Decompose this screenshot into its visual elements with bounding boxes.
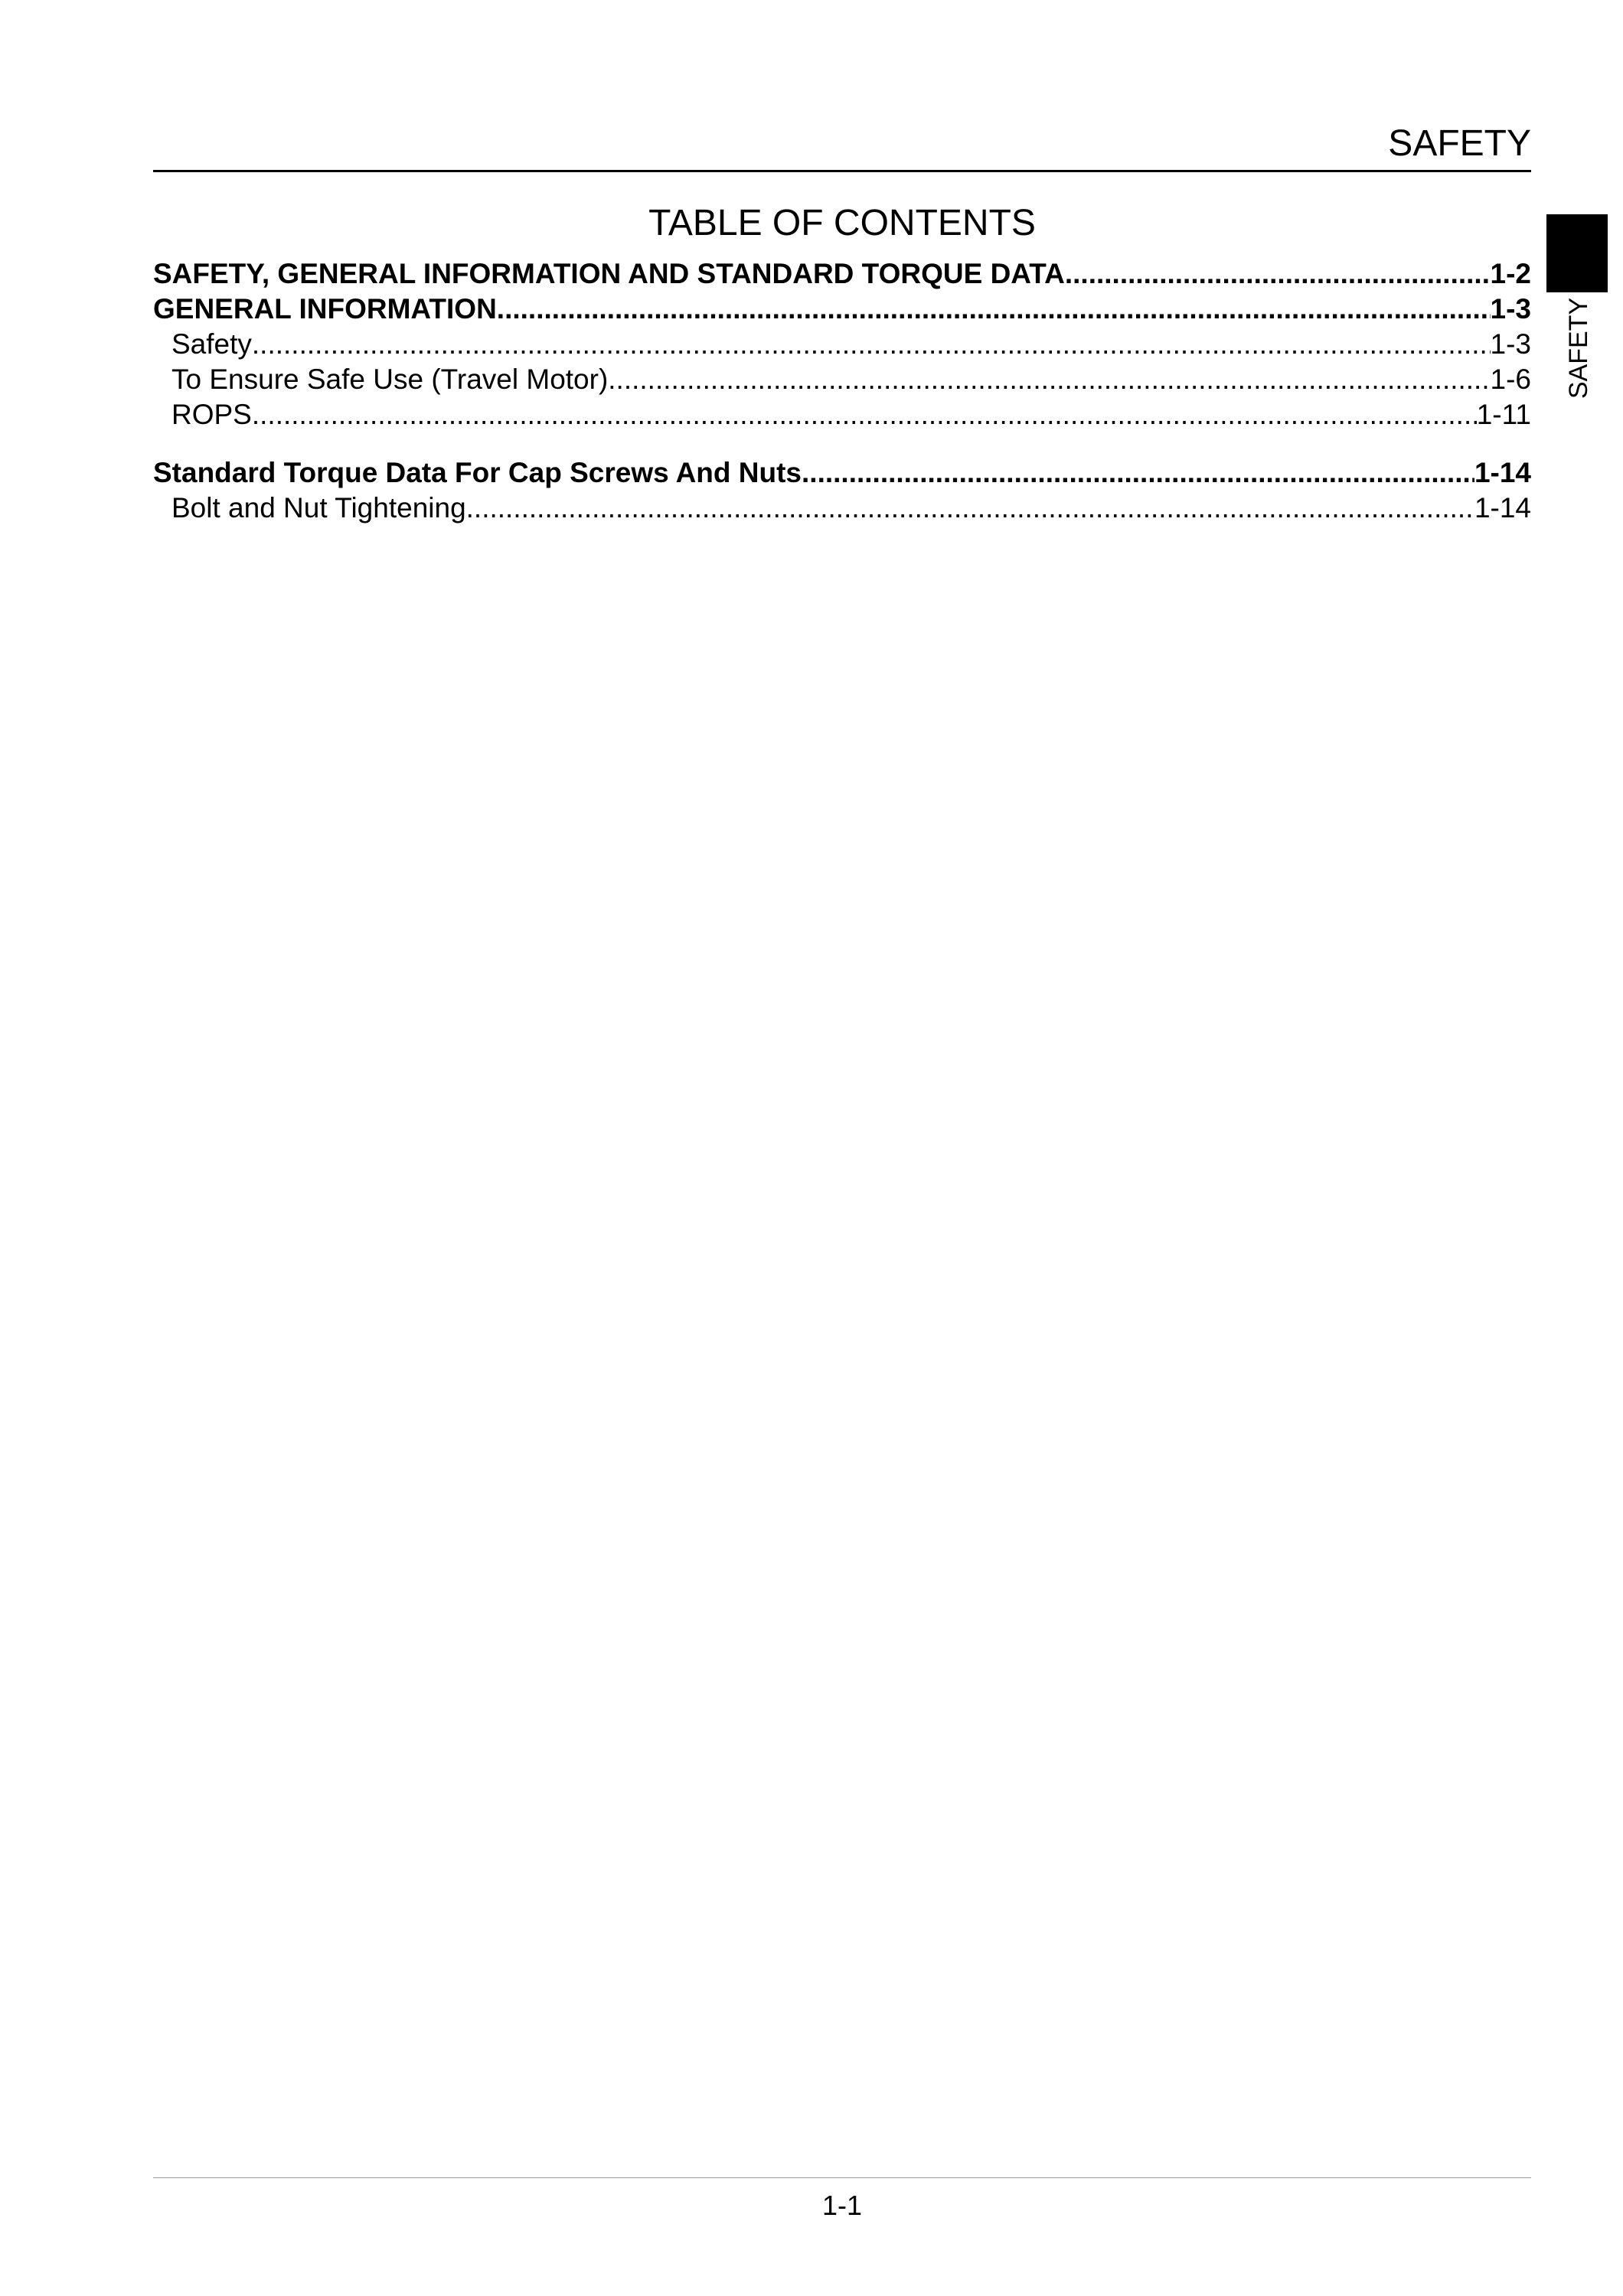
toc-entry-page: 1-3: [1490, 328, 1531, 360]
toc-heading: TABLE OF CONTENTS: [648, 203, 1036, 243]
toc-entry-general-information[interactable]: [153, 292, 1531, 327]
toc-dot-leader: [252, 327, 1491, 362]
toc-entry-rops[interactable]: [171, 397, 1531, 432]
toc-dot-leader: [497, 292, 1491, 327]
toc-entry-page: 1-2: [1490, 258, 1531, 289]
toc-entry-title: ROPS: [171, 399, 252, 430]
toc-entry-page: 1-3: [1490, 293, 1531, 325]
toc-entry-page: 1-14: [1474, 492, 1531, 523]
toc-entry-title: To Ensure Safe Use (Travel Motor): [171, 364, 609, 395]
toc-dot-leader: [252, 397, 1477, 432]
page-number: 1-1: [821, 2190, 863, 2221]
toc-entry-bolt-and-nut-tightening[interactable]: [171, 491, 1531, 526]
toc-entry-travel-motor[interactable]: [171, 362, 1531, 397]
toc-entry-title: GENERAL INFORMATION: [153, 293, 497, 325]
toc-entry-title: Safety: [171, 328, 252, 360]
toc-entry-page: 1-6: [1490, 364, 1531, 395]
footer-divider: [153, 2177, 1531, 2178]
toc-entry-page: 1-11: [1476, 399, 1531, 430]
toc-entry-title: Bolt and Nut Tightening: [171, 492, 466, 523]
section-tab-marker: [1546, 214, 1608, 292]
toc-dot-leader: [608, 362, 1490, 397]
toc-dot-leader: [802, 455, 1474, 491]
header-divider: [153, 170, 1531, 172]
section-tab-label: SAFETY: [1564, 297, 1593, 400]
toc-entry-safety-general-information[interactable]: [153, 256, 1531, 292]
toc-entry-page: 1-14: [1474, 457, 1531, 488]
toc-dot-leader: [466, 491, 1474, 526]
toc-entry-title: SAFETY, GENERAL INFORMATION AND STANDARD TORQUE DATA: [153, 258, 1065, 289]
toc-dot-leader: [1065, 256, 1491, 292]
toc-entry-safety[interactable]: [171, 327, 1531, 362]
toc-entry-standard-torque-data[interactable]: [153, 455, 1531, 491]
toc-entry-title: Standard Torque Data For Cap Screws And Nuts: [153, 457, 802, 488]
section-header-title: SAFETY: [1388, 123, 1531, 164]
